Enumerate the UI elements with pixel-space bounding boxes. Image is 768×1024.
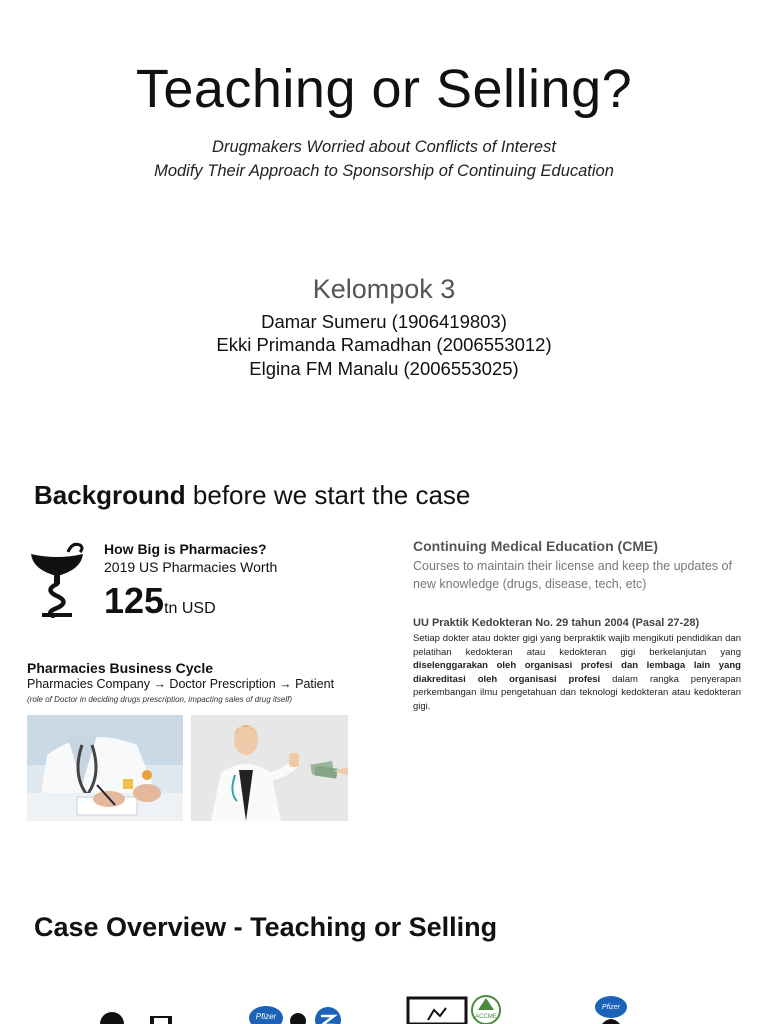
- doctor-refusing-money-photo: [191, 715, 348, 821]
- subtitle-line-1: Drugmakers Worried about Conflicts of Interest: [212, 138, 556, 156]
- law-text-part-2: dalam rangka penyerapan perkembangan ilmu pengetahuan dan teknologi kedokteran atau kedokteran gigi.: [413, 673, 741, 712]
- member-name: Damar Sumeru (1906419803): [261, 311, 507, 332]
- background-heading-bold: Background: [34, 480, 186, 510]
- accme-logo-text: ACCME: [475, 1014, 497, 1020]
- pfizer-logo-pair-icon: [248, 994, 343, 1024]
- cme-description: Courses to maintain their license and keep the updates of new knowledge (drugs, disease, tech, etc): [413, 559, 732, 591]
- cme-title: Continuing Medical Education (CME): [413, 538, 658, 554]
- member-name: Ekki Primanda Ramadhan (2006553012): [216, 334, 552, 355]
- business-cycle-flow: Pharmacies Company → Doctor Prescription → Patient: [27, 677, 335, 691]
- business-cycle-note: (role of Doctor in deciding drugs prescription, impacting sales of drug itself): [27, 695, 293, 704]
- case-overview-heading: Case Overview - Teaching or Selling: [34, 912, 498, 942]
- pfizer-logo-icon: [594, 994, 628, 1024]
- pharmacy-bowl-snake-icon: [28, 540, 86, 618]
- pfizer-logo-text: Pfizer: [255, 1012, 277, 1021]
- law-text-bold: diselenggarakan oleh organisasi profesi dan lembaga lain yang diakreditasi oleh organisasi profesi: [413, 660, 741, 685]
- pharmacy-size-question: How Big is Pharmacies?: [104, 541, 267, 557]
- pharmacy-worth-amount: [104, 580, 216, 622]
- doctor-writing-photo: [27, 715, 183, 821]
- pfizer-logo-text: Pfizer: [602, 1004, 620, 1011]
- amount-number: 125: [104, 580, 165, 621]
- pharmacy-worth-label: 2019 US Pharmacies Worth: [104, 559, 278, 575]
- background-heading: [34, 480, 470, 511]
- amount-unit: tn USD: [164, 600, 216, 617]
- slide-title: Teaching or Selling?: [135, 59, 633, 119]
- group-title: Kelompok 3: [312, 274, 456, 304]
- subtitle-line-2: Modify Their Approach to Sponsorship of Continuing Education: [154, 162, 614, 180]
- business-cycle-title: Pharmacies Business Cycle: [27, 660, 213, 676]
- member-name: Elgina FM Manalu (2006553025): [249, 358, 519, 379]
- accme-accreditation-logo-icon: [406, 994, 504, 1024]
- law-title: UU Praktik Kedokteran No. 29 tahun 2004 (Pasal 27-28): [413, 617, 700, 629]
- law-text: [413, 632, 741, 713]
- doctor-clipboard-icon: [100, 994, 175, 1024]
- background-heading-rest: before we start the case: [185, 480, 471, 510]
- law-text-part-1: Setiap dokter atau dokter gigi yang berpraktik wajib mengikuti pendidikan dan pelatihan kedokteran atau kedokteran gigi berkelanjutan yang: [413, 633, 741, 658]
